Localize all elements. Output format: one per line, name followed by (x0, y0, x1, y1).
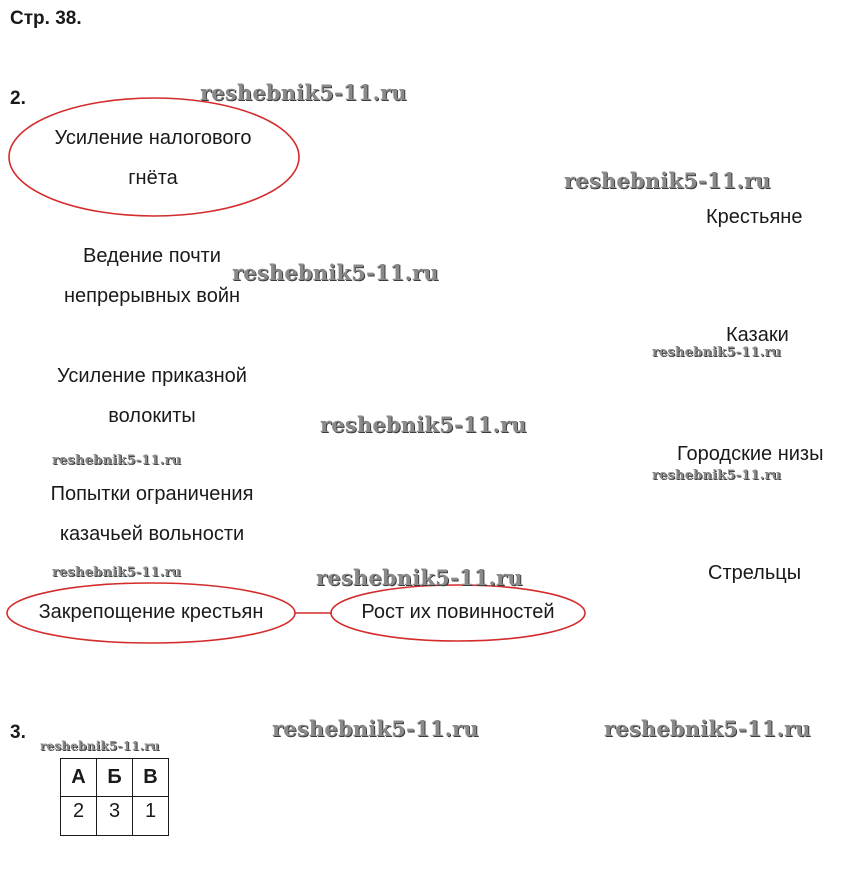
cause-cossacks (0, 474, 304, 554)
cause-line: казачьей вольности (59, 523, 245, 545)
group-cossacks: Казаки (726, 324, 789, 346)
cause-line: Попытки ограничения (50, 483, 254, 505)
linked-item-duties: Рост их повинностей (361, 601, 555, 623)
cause-line: Ведение почти (83, 245, 221, 267)
watermark: reshebnik5-11.ru (52, 565, 182, 580)
group-peasants: Крестьяне (706, 206, 803, 228)
cause-bureaucracy (0, 356, 304, 436)
watermark: reshebnik5-11.ru (40, 739, 160, 753)
group-streltsy: Стрельцы (708, 562, 802, 584)
table-header-row (61, 759, 169, 797)
cause-tax (0, 118, 306, 198)
table-cell: 3 (97, 797, 133, 836)
task-3-number: 3. (10, 722, 26, 743)
watermark: reshebnik5-11.ru (604, 716, 811, 741)
watermark: reshebnik5-11.ru (272, 716, 479, 741)
answer-table (60, 758, 169, 836)
table-header-cell: В (133, 759, 169, 797)
watermark: reshebnik5-11.ru (564, 168, 771, 193)
task-2-number: 2. (10, 88, 26, 109)
table-header-cell: А (61, 759, 97, 797)
watermark: reshebnik5-11.ru (232, 260, 439, 285)
watermark: reshebnik5-11.ru (652, 468, 782, 483)
cause-line: Усиление налогового (54, 127, 252, 149)
table-header-cell: Б (97, 759, 133, 797)
cause-serfdom: Закрепощение крестьян (38, 601, 264, 623)
cause-line: волокиты (108, 405, 196, 427)
group-urban-poor: Городские низы (677, 443, 824, 465)
table-cell: 1 (133, 797, 169, 836)
cause-line: непрерывных войн (63, 285, 241, 307)
watermark: reshebnik5-11.ru (200, 80, 407, 105)
table-row (61, 797, 169, 836)
cause-line: гнёта (128, 167, 178, 189)
cause-line: Усиление приказной (57, 365, 247, 387)
page-title: Стр. 38. (10, 8, 82, 29)
watermark: reshebnik5-11.ru (320, 412, 527, 437)
watermark: reshebnik5-11.ru (52, 453, 182, 468)
table-cell: 2 (61, 797, 97, 836)
watermark: reshebnik5-11.ru (652, 345, 782, 360)
watermark: reshebnik5-11.ru (316, 565, 523, 590)
